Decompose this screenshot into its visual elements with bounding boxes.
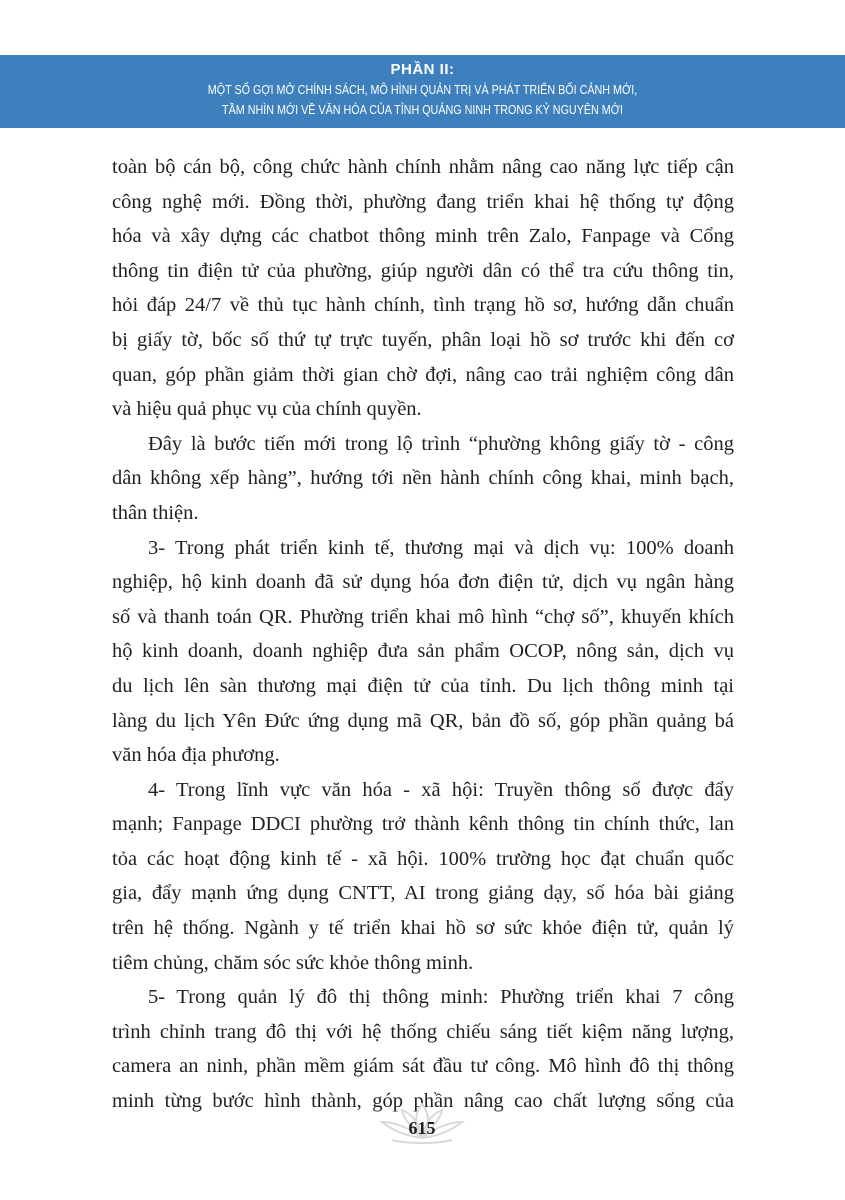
- part-title: PHẦN II:: [390, 61, 455, 78]
- body-text: [112, 150, 734, 1119]
- text-line: làng du lịch Yên Đức ứng dụng mã QR, bản đồ số, góp phần quảng bá: [112, 709, 734, 732]
- text-line: minh từng bước hình thành, góp phần nâng cao chất lượng sống của: [112, 1090, 734, 1113]
- text-line: hộ kinh doanh, doanh nghiệp đưa sản phẩm OCOP, nông sản, dịch vụ: [112, 640, 734, 663]
- text-line: quan, góp phần giảm thời gian chờ đợi, nâng cao trải nghiệm công dân: [112, 363, 734, 386]
- text-line: Đây là bước tiến mới trong lộ trình “phường không giấy tờ - công: [148, 432, 734, 455]
- text-line: thân thiện.: [112, 501, 199, 524]
- text-line: dân không xếp hàng”, hướng tới nền hành chính công khai, minh bạch,: [112, 467, 734, 490]
- text-line: hỏi đáp 24/7 về thủ tục hành chính, tình trạng hồ sơ, hướng dẫn chuẩn: [112, 294, 734, 317]
- section-header-banner: [0, 55, 845, 128]
- page-footer: [372, 1100, 472, 1160]
- page-number: 615: [408, 1118, 436, 1138]
- part-subtitle-line-2: TẦM NHÌN MỚI VỀ VĂN HÓA CỦA TỈNH QUẢNG NINH TRONG KỶ NGUYÊN MỚI: [222, 103, 623, 117]
- text-line: trình chỉnh trang đô thị với hệ thống chiếu sáng tiết kiệm năng lượng,: [112, 1020, 734, 1043]
- text-line: du lịch lên sàn thương mại điện tử của tỉnh. Du lịch thông minh tại: [112, 674, 734, 697]
- text-line: camera an ninh, phần mềm giám sát đầu tư công. Mô hình đô thị thông: [112, 1055, 734, 1078]
- text-line: 4- Trong lĩnh vực văn hóa - xã hội: Truyền thông số được đẩy: [148, 778, 734, 801]
- text-line: nghiệp, hộ kinh doanh đã sử dụng hóa đơn điện tử, dịch vụ ngân hàng: [112, 571, 734, 594]
- text-line: văn hóa địa phương.: [112, 744, 280, 767]
- text-line: gia, đẩy mạnh ứng dụng CNTT, AI trong giảng dạy, số hóa bài giảng: [112, 882, 734, 905]
- part-subtitle-line-1: MỘT SỐ GỢI MỞ CHÍNH SÁCH, MÔ HÌNH QUẢN TRỊ VÀ PHÁT TRIỂN BỐI CẢNH MỚI,: [207, 83, 638, 97]
- text-line: 5- Trong quản lý đô thị thông minh: Phường triển khai 7 công: [148, 986, 734, 1009]
- text-line: bị giấy tờ, bốc số thứ tự trực tuyến, phân loại hồ sơ trước khi đến cơ: [112, 328, 734, 351]
- text-line: công nghệ mới. Đồng thời, phường đang triển khai hệ thống tự động: [112, 190, 734, 213]
- text-line: tỏa các hoạt động kinh tế - xã hội. 100% trường học đạt chuẩn quốc: [112, 847, 734, 870]
- text-line: số và thanh toán QR. Phường triển khai mô hình “chợ số”, khuyến khích: [112, 605, 734, 628]
- text-line: thông tin điện tử của phường, giúp người dân có thể tra cứu thông tin,: [112, 259, 734, 282]
- text-line: toàn bộ cán bộ, công chức hành chính nhằm nâng cao năng lực tiếp cận: [112, 156, 734, 178]
- text-line: hóa và xây dựng các chatbot thông minh trên Zalo, Fanpage và Cổng: [112, 225, 734, 248]
- text-line: mạnh; Fanpage DDCI phường trở thành kênh thông tin chính thức, lan: [112, 813, 734, 836]
- text-line: 3- Trong phát triển kinh tế, thương mại và dịch vụ: 100% doanh: [148, 536, 734, 559]
- text-line: tiêm chủng, chăm sóc sức khỏe thông minh.: [112, 951, 474, 974]
- text-line: trên hệ thống. Ngành y tế triển khai hồ sơ sức khỏe điện tử, quản lý: [112, 917, 734, 940]
- text-line: và hiệu quả phục vụ của chính quyền.: [112, 398, 422, 421]
